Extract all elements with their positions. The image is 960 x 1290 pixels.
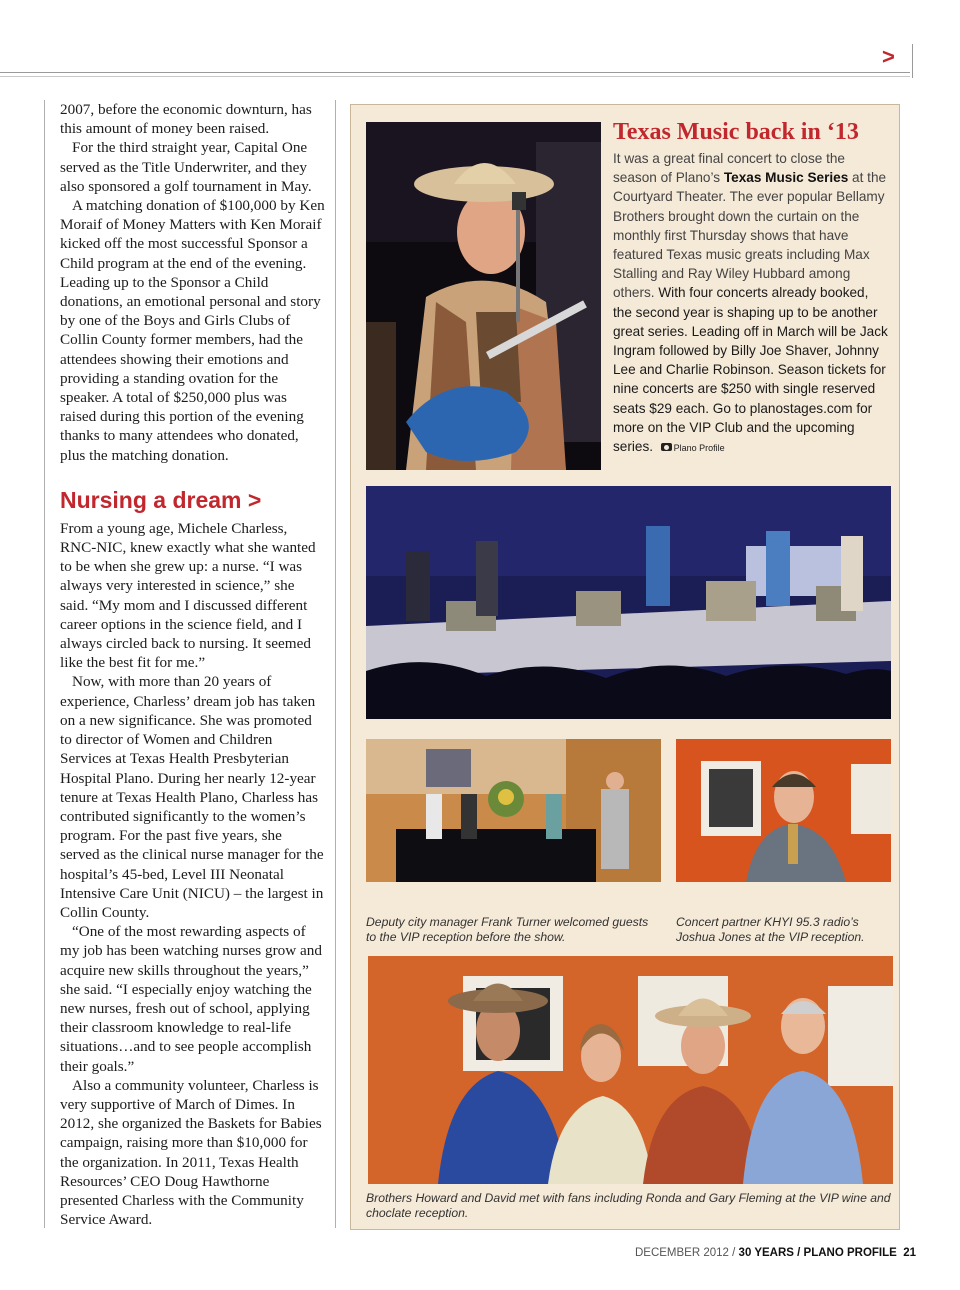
section-paragraph-4: Also a community volunteer, Charless is very supportive of March of Dimes. In 2012, she organized the Baskets for Babies campaign, raising more than $10,000 for the organization. In 2011, Texas Health Resources’ CEO Doug Hawthorne presented Charless with the Community Service Award. bbox=[60, 1076, 322, 1229]
band-stage-photo bbox=[366, 486, 891, 719]
page-number: 21 bbox=[903, 1247, 916, 1259]
concert-partner-photo bbox=[676, 739, 891, 882]
vip-reception-photo bbox=[366, 739, 661, 882]
footer-date: DECEMBER 2012 bbox=[634, 1247, 729, 1259]
photo-credit bbox=[661, 443, 725, 453]
header-rule-secondary bbox=[0, 76, 910, 77]
camera-icon bbox=[661, 443, 672, 451]
page-footer bbox=[635, 1247, 916, 1259]
section-paragraph-1: From a young age, Michele Charless, RNC-NIC, knew exactly what she wanted to be when she grew up: a nurse. “I was always very interested in science,” she said. “My mom and I discussed different career options in the science field, and I always circled back to nursing. It seemed like the best fit for me.” bbox=[60, 519, 316, 672]
footer-separator: / bbox=[728, 1247, 739, 1259]
left-column bbox=[44, 100, 336, 1228]
section-paragraph-3: “One of the most rewarding aspects of my job has been watching nurses grow and acquire new skills throughout the years,” she said. “I especially enjoy watching the new nurses, fresh out of school, applying their classroom knowledge to real-life situations…and to see people accomplish their goals.” bbox=[60, 923, 322, 1075]
brothers-caption: Brothers Howard and David met with fans including Ronda and Gary Fleming at the VIP wine and choclate reception. bbox=[366, 1191, 891, 1220]
sidebar-story bbox=[613, 149, 891, 458]
next-page-arrow[interactable]: > bbox=[882, 44, 895, 69]
story-mid-text: at the Courtyard Theater. The ever popular Bellamy Brothers brought down the curtain on the monthly first Thursday shows that have featured Texas music greats including Max Stalling and Ray Wiley Hubbard among others. bbox=[613, 170, 887, 301]
photo-credit-label: Plano Profile bbox=[673, 443, 725, 454]
intro-paragraph-3: A matching donation of $100,000 by Ken Moraif of Money Matters with Ken Moraif kicked off the most successful Sponsor a Child program at the end of the evening. Leading up to the Sponsor a Child donations, an emotional personal and story by one of the Boys and Girls Clubs of Collin County former members, had the attendees showing their emotions and providing a standing ovation for the speaker. A total of $250,000 plus was raised during this portion of the evening thanks to many attendees who donated, plus the matching donation. bbox=[60, 197, 325, 464]
story-series-name: Texas Music Series bbox=[723, 170, 849, 186]
vip-reception-caption: Deputy city manager Frank Turner welcomed guests to the VIP reception before the show. bbox=[366, 915, 649, 944]
intro-paragraph-2: For the third straight year, Capital One served as the Title Underwriter, and they also sponsored a golf tournament in May. bbox=[60, 139, 312, 195]
intro-paragraph-1: 2007, before the economic downturn, has this amount of money been raised. bbox=[60, 101, 312, 138]
header-rule bbox=[0, 72, 910, 73]
sidebar-title: Texas Music back in ‘13 bbox=[613, 119, 859, 145]
section-heading-nursing[interactable]: Nursing a dream > bbox=[60, 486, 262, 513]
story-tail-text: With four concerts already booked, the second year is shaping up to be another great series. Leading off in March will be Jack Ingram followed by Billy Joe Shaver, Johnny Lee and Charlie Robinson. Season tickets for nine concerts are $250 with single reserved seats $29 each. Go to planostages.com for more on the VIP Club and the upcoming series. bbox=[613, 285, 888, 455]
section-paragraph-2: Now, with more than 20 years of experience, Charless’ dream job has taken on a new significance. She was promoted to director of Women and Children Services at Texas Health Presbyterian Hospital Plano. During her nearly 12-year tenure at Texas Health Plano, Charless has contributed significantly to the women’s program. For the past five years, she served as the clinical nurse manager for the hospital’s 45-bed, Level III Neonatal Intensive Care Unit (NICU) – the largest in Collin County. bbox=[60, 673, 324, 921]
story-lead-text: It was a great final concert to close the season of Plano’s bbox=[613, 151, 845, 186]
header-divider bbox=[912, 44, 913, 78]
concert-partner-caption: Concert partner KHYI 95.3 radio’s Joshua Jones at the VIP reception. bbox=[676, 915, 865, 944]
guitarist-photo bbox=[366, 122, 601, 470]
sidebar-box bbox=[350, 104, 900, 1230]
brothers-photo bbox=[368, 956, 893, 1184]
footer-publication: 30 YEARS / PLANO PROFILE bbox=[738, 1247, 897, 1259]
